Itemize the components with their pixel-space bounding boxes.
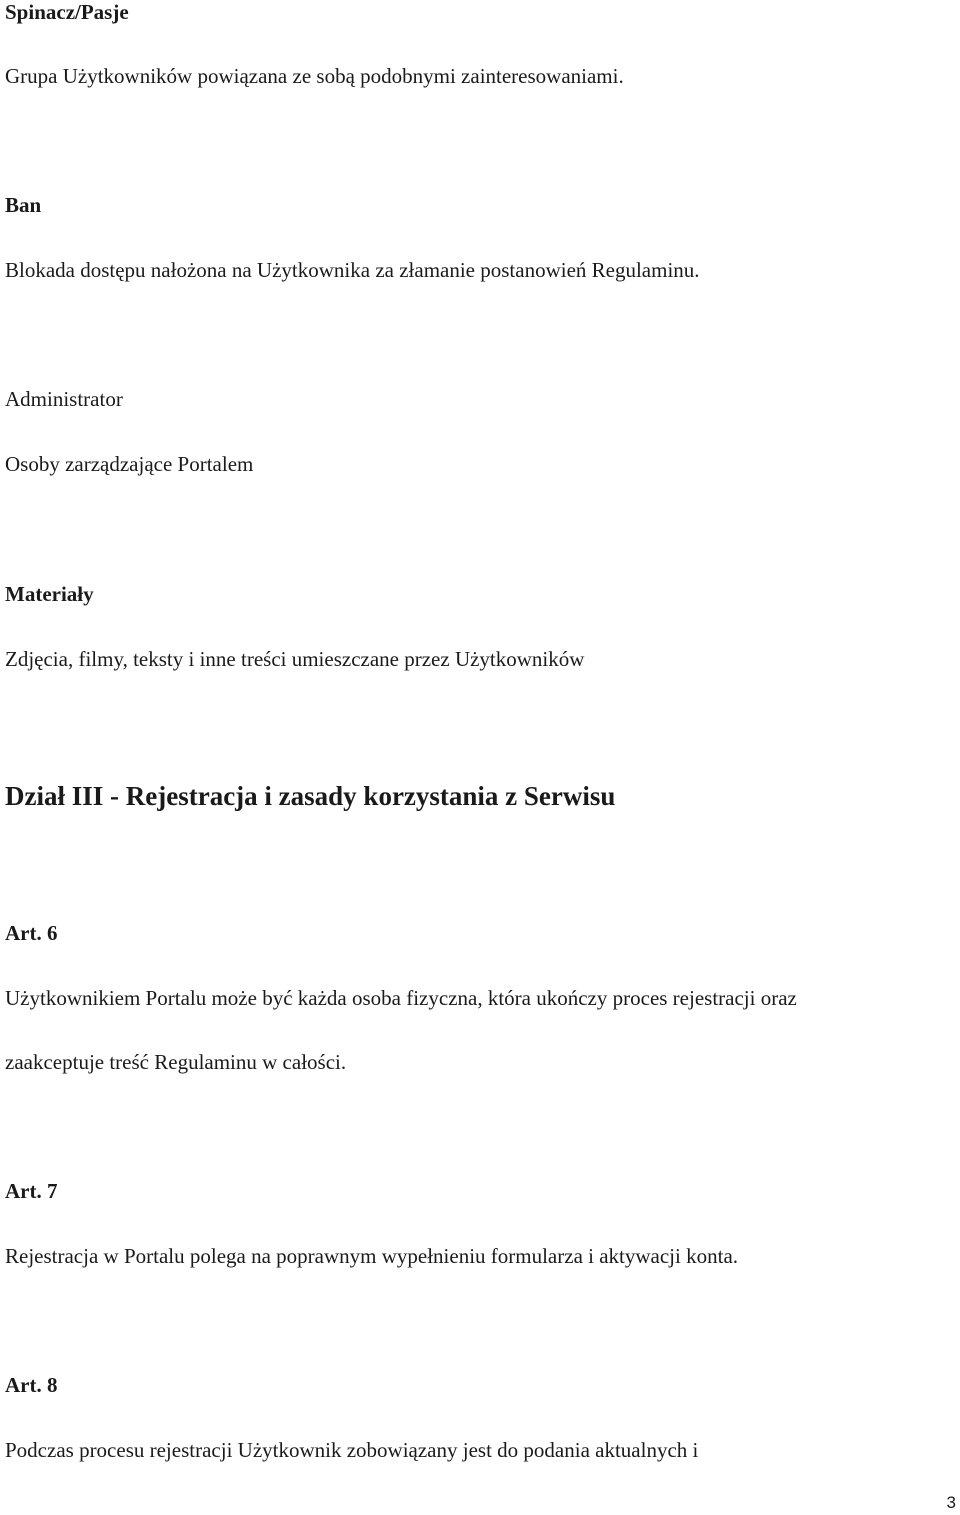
article-8-text-line-1: Podczas procesu rejestracji Użytkownik zobowiązany jest do podania aktualnych i <box>5 1438 699 1462</box>
definition-term-materialy: Materiały <box>5 582 94 606</box>
definition-text-administrator: Osoby zarządzające Portalem <box>5 452 254 476</box>
definition-term-ban: Ban <box>5 193 42 217</box>
article-6-heading: Art. 6 <box>5 921 58 945</box>
page-number: 3 <box>946 1493 956 1512</box>
article-7-text-line-1: Rejestracja w Portalu polega na poprawnym wypełnieniu formularza i aktywacji konta. <box>5 1244 739 1268</box>
article-6-text-line-1: Użytkownikiem Portalu może być każda osoba fizyczna, która ukończy proces rejestracji oraz <box>5 986 797 1010</box>
definition-text-ban: Blokada dostępu nałożona na Użytkownika za złamanie postanowień Regulaminu. <box>5 258 700 282</box>
article-6-text-line-2: zaakceptuje treść Regulaminu w całości. <box>5 1050 347 1074</box>
definition-text-spinacz: Grupa Użytkowników powiązana ze sobą podobnymi zainteresowaniami. <box>5 64 624 88</box>
section-heading: Dział III - Rejestracja i zasady korzystania z Serwisu <box>5 781 616 811</box>
definition-term-administrator: Administrator <box>5 387 123 411</box>
article-7-heading: Art. 7 <box>5 1179 58 1203</box>
article-8-heading: Art. 8 <box>5 1373 58 1397</box>
definition-text-materialy: Zdjęcia, filmy, teksty i inne treści umieszczane przez Użytkowników <box>5 647 585 671</box>
definition-term-spinacz: Spinacz/Pasje <box>5 0 129 24</box>
